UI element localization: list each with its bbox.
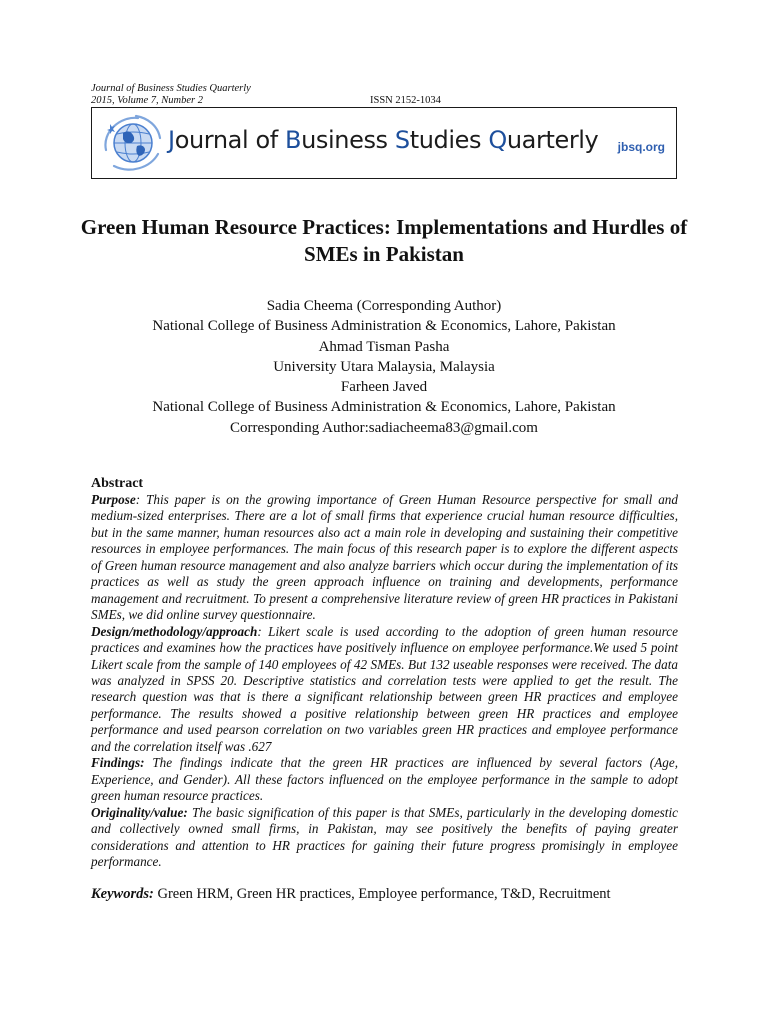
abstract-section-text: : This paper is on the growing importance of Green Human Resource perspective for small and medium-sized enterprises. There are a lot of small firms that experience crucial human resource difficulties, but in the same manner, human resources also act a main role in developing and sustaining their competitive resources in employee performances. The main focus of this research paper is to explore the different aspects of Green human resource management and also analyze barriers which occur during the implementation of its practices as well as study the green approach influence on training and developments, performance management and recruitment. To present a comprehensive literature review of green HR practices in Pakistani SMEs, we did online survey questionnaire.: [91, 492, 678, 623]
keywords-label: Keywords:: [91, 886, 154, 902]
running-head-issn: ISSN 2152-1034: [370, 95, 441, 106]
author-affiliation: National College of Business Administration & Economics, Lahore, Pakistan: [152, 399, 616, 416]
abstract-section-text: : Likert scale is used according to the adoption of green human resource practices and examines how the practices have positively influence on employee performance.We used 5 point Likert scale from the sample of 140 employees of 42 SMEs. But 132 useable responses were received. The data was analyzed in SPSS 20. Descriptive statistics and correlation tests were applied to get the result. The research question was that is there a significant relationship between green HR practices and employee performance. The results showed a positive relationship between green HR practices and employee performance and used pearson correlation on two variables green HR practices and employee performance and the correlation itself was .627: [91, 623, 678, 754]
journal-name-initial: S: [394, 126, 410, 154]
keywords-line: [91, 885, 681, 903]
journal-name-rest: tudies: [409, 126, 489, 154]
corresponding-email: Corresponding Author:sadiacheema83@gmail.com: [230, 419, 538, 436]
journal-banner: [91, 107, 677, 179]
abstract-section-text: The basic signification of this paper is that SMEs, particularly in the developing domestic and collectively owned small firms, in Pakistan, may see positively the benefits of paying greater considerations and attention to HR practices for gaining their future progress promisingly in employee performance.: [91, 804, 678, 869]
abstract-section-label: Design/methodology/approach: [91, 623, 258, 639]
abstract-section: [91, 475, 678, 870]
journal-name-rest: uarterly: [506, 126, 599, 154]
journal-name: [168, 126, 598, 154]
running-head-journal: Journal of Business Studies Quarterly: [91, 83, 251, 94]
abstract-section-text: The findings indicate that the green HR practices are influenced by several factors (Age, Experience, and Gender). All these factors influenced on the employee performance in the sample to adopt green human resource practices.: [91, 755, 678, 804]
paper-title-line: SMEs in Pakistan: [304, 242, 464, 266]
abstract-originality: [91, 805, 678, 871]
keywords-text: Green HRM, Green HR practices, Employee performance, T&D, Recruitment: [153, 886, 611, 902]
journal-name-initial: B: [285, 126, 302, 154]
journal-name-initial: J: [168, 126, 175, 154]
abstract-heading: Abstract: [91, 476, 144, 491]
journal-name-initial: Q: [488, 126, 507, 154]
running-head-issue: 2015, Volume 7, Number 2: [91, 95, 203, 106]
abstract-section-label: Purpose: [91, 492, 136, 507]
journal-site-link[interactable]: jbsq.org: [617, 140, 665, 154]
author-name: Farheen Javed: [340, 379, 428, 396]
abstract-findings: [91, 755, 678, 804]
paper-title: [80, 214, 688, 268]
paper-title-line: Green Human Resource Practices: Implementations and Hurdles of: [80, 215, 688, 239]
author-name: Sadia Cheema (Corresponding Author): [266, 298, 502, 314]
author-affiliation: University Utara Malaysia, Malaysia: [273, 358, 495, 375]
author-block: [80, 296, 688, 438]
author-name: Ahmad Tisman Pasha: [318, 338, 450, 355]
author-affiliation: National College of Business Administration & Economics, Lahore, Pakistan: [152, 318, 616, 335]
abstract-section-label: Findings:: [91, 755, 145, 771]
abstract-purpose: [91, 492, 678, 624]
running-head: [91, 83, 681, 107]
journal-name-rest: usiness: [301, 126, 395, 154]
abstract-design: [91, 624, 678, 756]
abstract-section-label: Originality/value:: [91, 804, 188, 820]
journal-name-rest: ournal of: [174, 126, 286, 154]
globe-icon: [100, 110, 166, 174]
